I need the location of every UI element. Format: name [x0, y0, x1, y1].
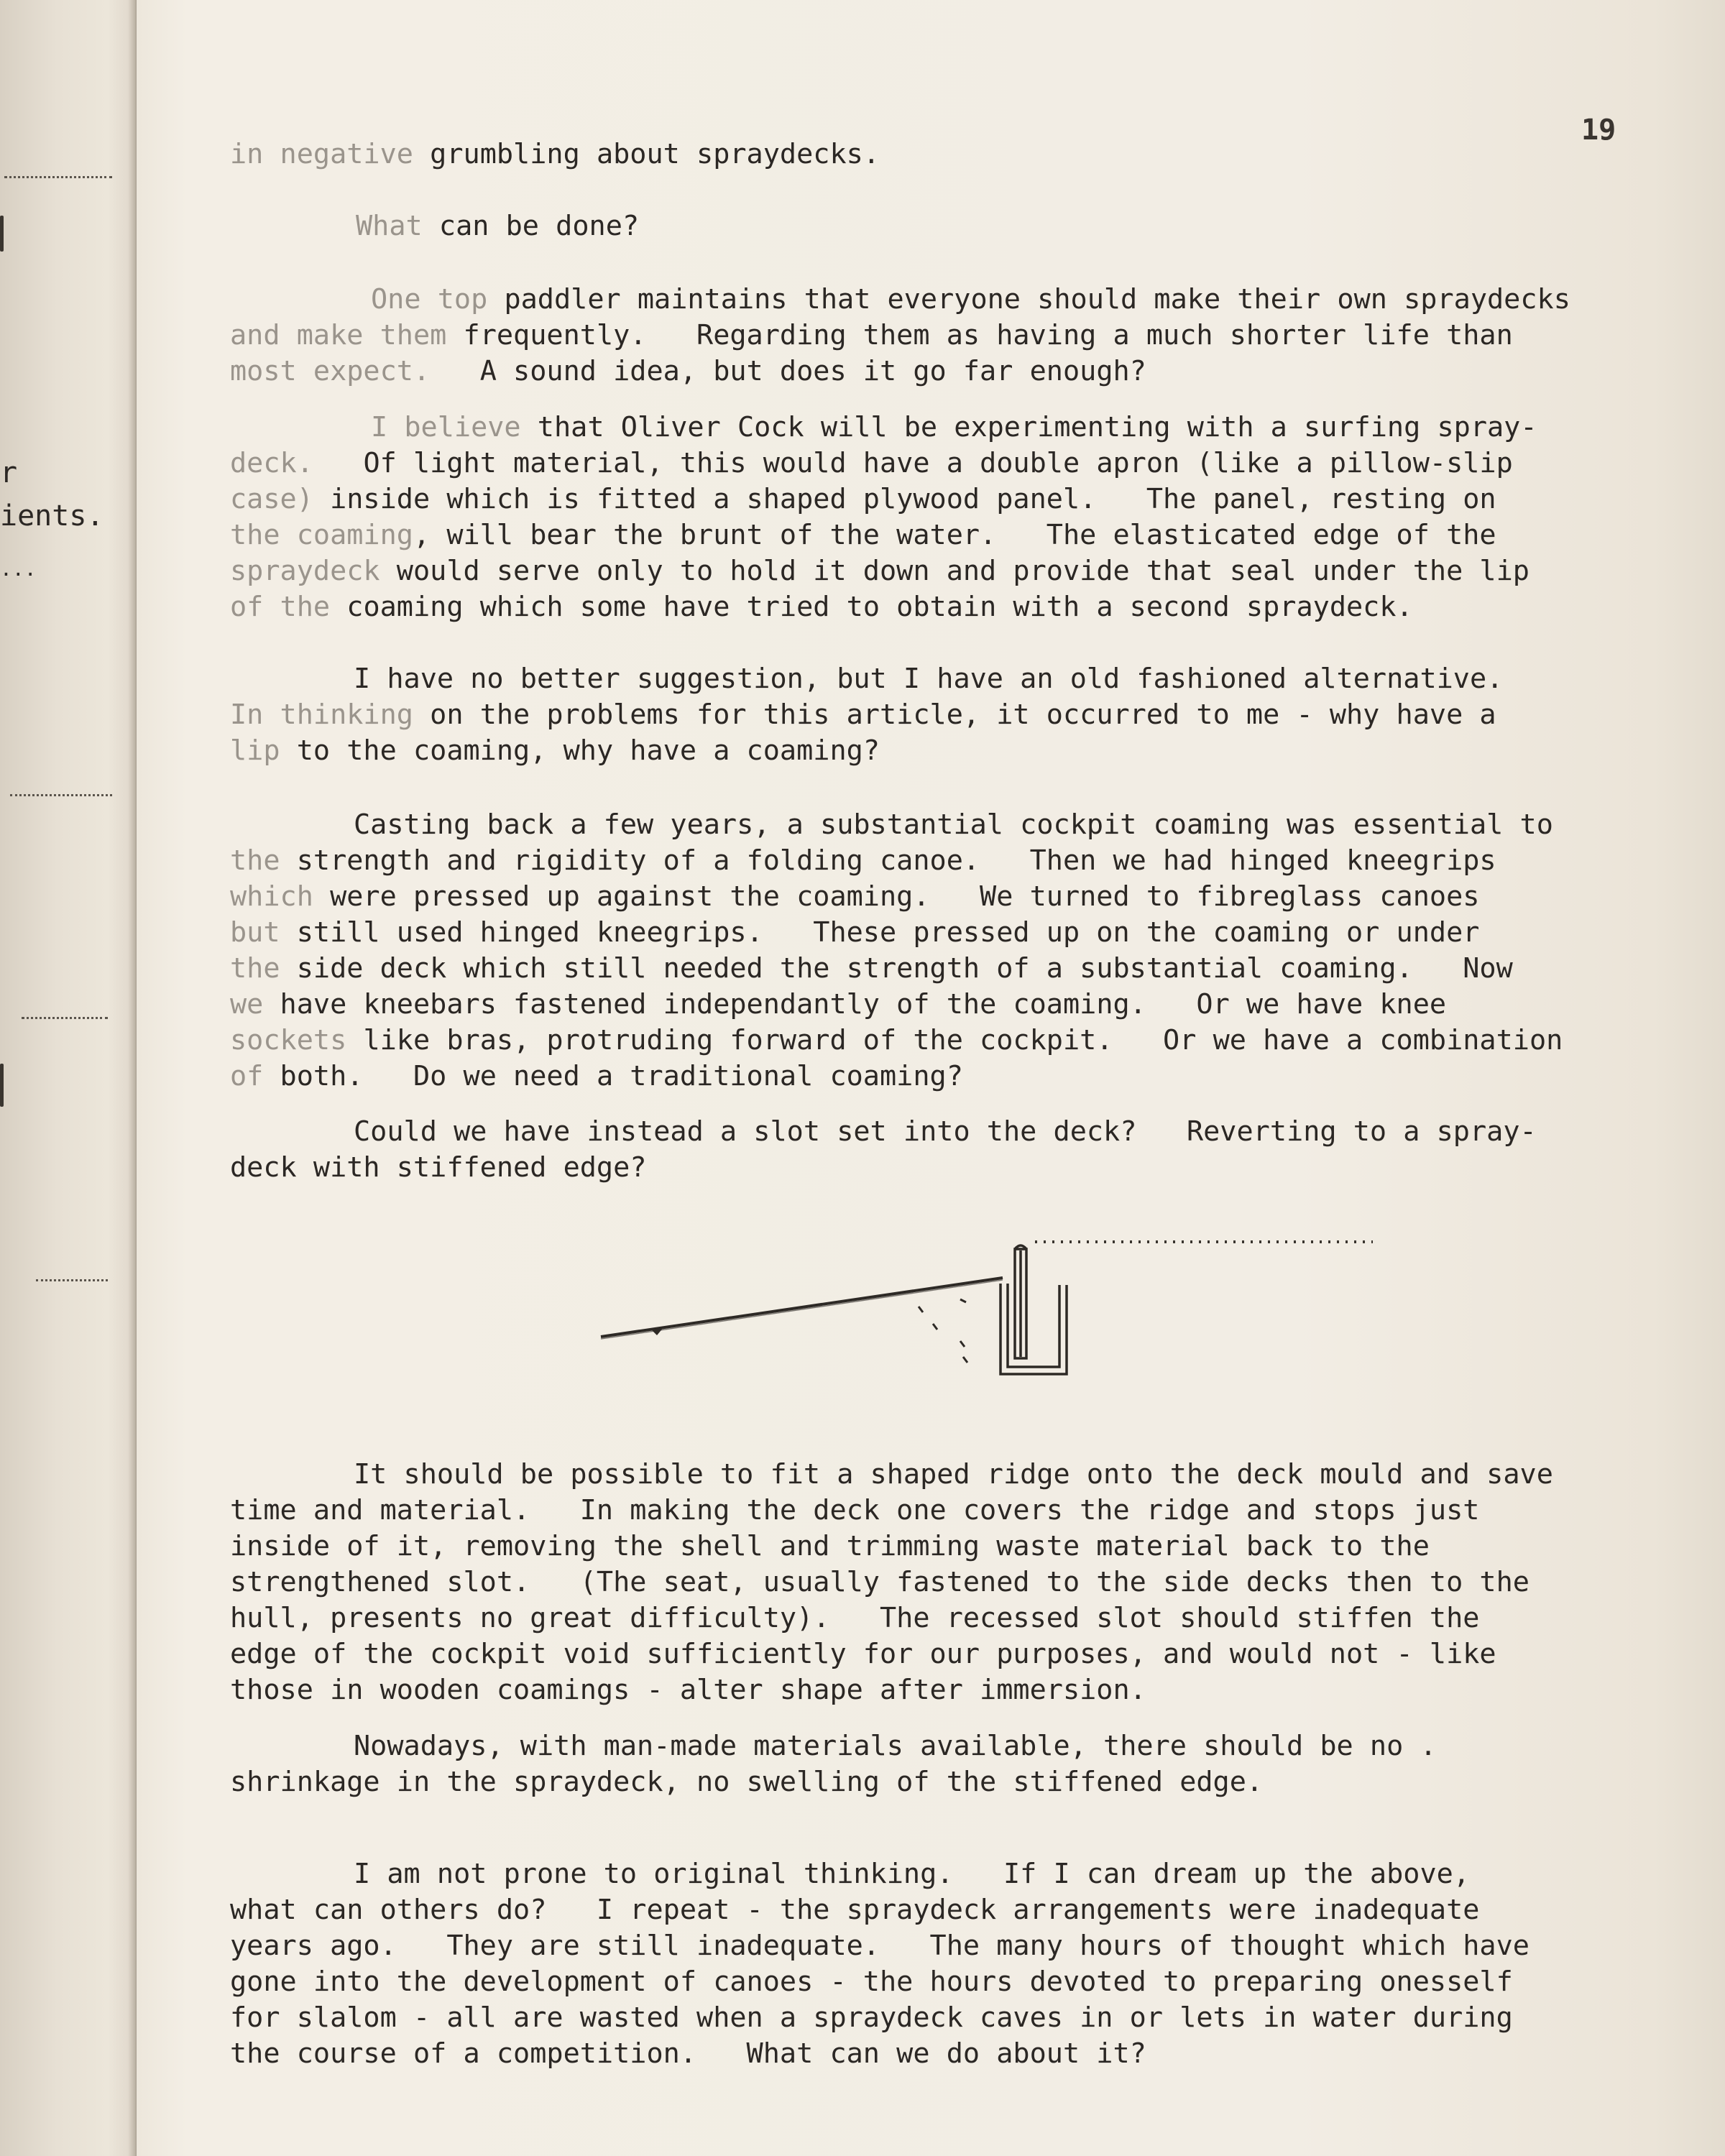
margin-dotted-rule [4, 176, 112, 178]
facing-page-edge [0, 0, 137, 2156]
faded-text: and make them [230, 319, 464, 351]
line-text: strengthened slot. (The seat, usually fastened to the side decks then to the [230, 1566, 1530, 1598]
margin-fragment-dots: ... [0, 557, 37, 581]
faded-text: One top [371, 283, 505, 315]
spraydeck-edge-dashes [919, 1299, 967, 1363]
text-line [230, 1600, 1668, 1636]
page-number: 19 [1581, 114, 1616, 147]
text-line [230, 843, 1668, 879]
line-text: to the coaming, why have a coaming? [296, 734, 880, 767]
text-line [230, 517, 1668, 553]
text-line [230, 807, 1668, 843]
line-text: frequently. Regarding them as having a much shorter life than [463, 319, 1513, 351]
text-line [230, 2000, 1668, 2036]
text-line [230, 1493, 1668, 1529]
line-text: years ago. They are still inadequate. The many hours of thought which have [230, 1930, 1530, 1962]
line-text: paddler maintains that everyone should make their own spraydecks [504, 283, 1570, 315]
margin-dotted-rule [36, 1279, 108, 1281]
line-text: were pressed up against the coaming. We turned to fibreglass canoes [330, 880, 1480, 913]
line-text: Could we have instead a slot set into the deck? Reverting to a spray- [354, 1115, 1537, 1148]
text-line [230, 987, 1668, 1023]
line-text: grumbling about spraydecks. [430, 138, 880, 170]
line-text: inside which is fitted a shaped plywood panel. The panel, resting on [330, 483, 1496, 515]
text-line [230, 589, 1668, 625]
faded-text: the [230, 952, 297, 985]
margin-fragment-r: r [0, 456, 18, 489]
text-line [230, 1964, 1668, 2000]
line-text: still used hinged kneegrips. These pressed up on the coaming or under [296, 916, 1480, 949]
text-line [230, 1856, 1668, 1892]
line-text: both. Do we need a traditional coaming? [280, 1060, 963, 1092]
text-line [230, 733, 1668, 769]
faded-text: sockets [230, 1024, 364, 1056]
faded-text: most expect. [230, 355, 431, 387]
text-line [230, 2036, 1668, 2072]
text-line [230, 1672, 1668, 1708]
line-text: can be done? [438, 210, 640, 242]
faded-text: we [230, 988, 280, 1021]
text-line [230, 318, 1668, 354]
line-text: gone into the development of canoes - the hours devoted to preparing onesself [230, 1966, 1513, 1998]
paragraph [356, 208, 1725, 244]
line-text: the course of a competition. What can we do about it? [230, 2037, 1146, 2070]
text-line [230, 1565, 1668, 1600]
text-line [230, 1928, 1668, 1964]
line-text: strength and rigidity of a folding canoe. Then we had hinged kneegrips [296, 844, 1496, 877]
faded-text: of [230, 1060, 280, 1092]
margin-fragment-ients: ients. [0, 499, 104, 533]
faded-text: the coaming [230, 519, 413, 551]
faded-text: but [230, 916, 297, 949]
paragraph [230, 807, 1668, 1095]
line-text: edge of the cockpit void sufficiently for our purposes, and would not - like [230, 1638, 1496, 1670]
line-text: Nowadays, with man-made materials available, there should be no . [354, 1730, 1437, 1762]
text-line [230, 553, 1668, 589]
text-line [230, 1023, 1668, 1059]
slot-diagram [589, 1222, 1416, 1409]
text-line [230, 951, 1668, 987]
line-text: deck with stiffened edge? [230, 1151, 647, 1184]
paragraph [230, 1856, 1668, 2072]
faded-text: the [230, 844, 297, 877]
margin-ink-mark [0, 1064, 4, 1107]
faded-text: in negative [230, 138, 431, 170]
text-line [230, 1764, 1668, 1800]
text-line [230, 482, 1668, 517]
line-text: time and material. In making the deck one covers the ridge and stops just [230, 1494, 1480, 1526]
line-text: what can others do? I repeat - the spraydeck arrangements were inadequate [230, 1894, 1480, 1926]
paragraph [230, 137, 1668, 172]
line-text: Of light material, this would have a double apron (like a pillow-slip [313, 447, 1513, 479]
margin-ink-mark [0, 216, 4, 252]
faded-text: In thinking [230, 699, 431, 731]
line-text: side deck which still needed the strength of a substantial coaming. Now [296, 952, 1513, 985]
line-text: I am not prone to original thinking. If I can dream up the above, [354, 1858, 1470, 1890]
line-text: have kneebars fastened independantly of the coaming. Or we have knee [280, 988, 1447, 1021]
faded-text: of the [230, 591, 347, 623]
text-line [230, 1529, 1668, 1565]
margin-dotted-rule [22, 1017, 108, 1019]
line-text: those in wooden coamings - alter shape after immersion. [230, 1674, 1146, 1706]
line-text: hull, presents no great difficulty). The recessed slot should stiffen the [230, 1602, 1480, 1634]
line-text: It should be possible to fit a shaped ridge onto the deck mould and save [354, 1458, 1553, 1491]
text-line [230, 1892, 1668, 1928]
line-text: , will bear the brunt of the water. The elasticated edge of the [413, 519, 1496, 551]
line-text: I have no better suggestion, but I have an old fashioned alternative. [354, 663, 1504, 695]
text-line [230, 1114, 1668, 1150]
text-line [230, 879, 1668, 915]
text-line [230, 1150, 1668, 1186]
paragraph [230, 1114, 1668, 1186]
faded-text: I believe [371, 411, 538, 443]
paragraph [230, 1728, 1668, 1800]
paragraph [230, 410, 1668, 625]
text-line [230, 1059, 1668, 1095]
paragraph [230, 661, 1668, 769]
line-text: inside of it, removing the shell and trimming waste material back to the [230, 1530, 1430, 1562]
line-text: on the problems for this article, it occurred to me - why have a [430, 699, 1496, 731]
paragraph [230, 282, 1668, 390]
line-text: for slalom - all are wasted when a spraydeck caves in or lets in water during [230, 2001, 1513, 2034]
text-line [356, 208, 1725, 244]
slot-profile [1000, 1245, 1067, 1374]
text-line [230, 282, 1668, 318]
faded-text: deck. [230, 447, 313, 479]
faded-text: which [230, 880, 331, 913]
margin-dotted-rule [10, 794, 112, 796]
paragraph [230, 1457, 1668, 1708]
text-line [230, 410, 1668, 446]
faded-text: case) [230, 483, 331, 515]
text-line [230, 446, 1668, 482]
faded-text: lip [230, 734, 297, 767]
line-text: Casting back a few years, a substantial cockpit coaming was essential to [354, 808, 1553, 841]
line-text: like bras, protruding forward of the cockpit. Or we have a combination [363, 1024, 1563, 1056]
text-line [230, 697, 1668, 733]
text-line [230, 137, 1668, 172]
text-line [230, 661, 1668, 697]
faded-text: spraydeck [230, 555, 397, 587]
line-text: A sound idea, but does it go far enough? [430, 355, 1146, 387]
text-line [230, 1457, 1668, 1493]
line-text: shrinkage in the spraydeck, no swelling of the stiffened edge. [230, 1766, 1264, 1798]
text-line [230, 1728, 1668, 1764]
line-text: would serve only to hold it down and provide that seal under the lip [396, 555, 1530, 587]
line-text: that Oliver Cock will be experimenting with a surfing spray- [537, 411, 1537, 443]
faded-text: What [356, 210, 439, 242]
text-line [230, 354, 1668, 390]
text-line [230, 1636, 1668, 1672]
line-text: coaming which some have tried to obtain with a second spraydeck. [346, 591, 1413, 623]
text-line [230, 915, 1668, 951]
